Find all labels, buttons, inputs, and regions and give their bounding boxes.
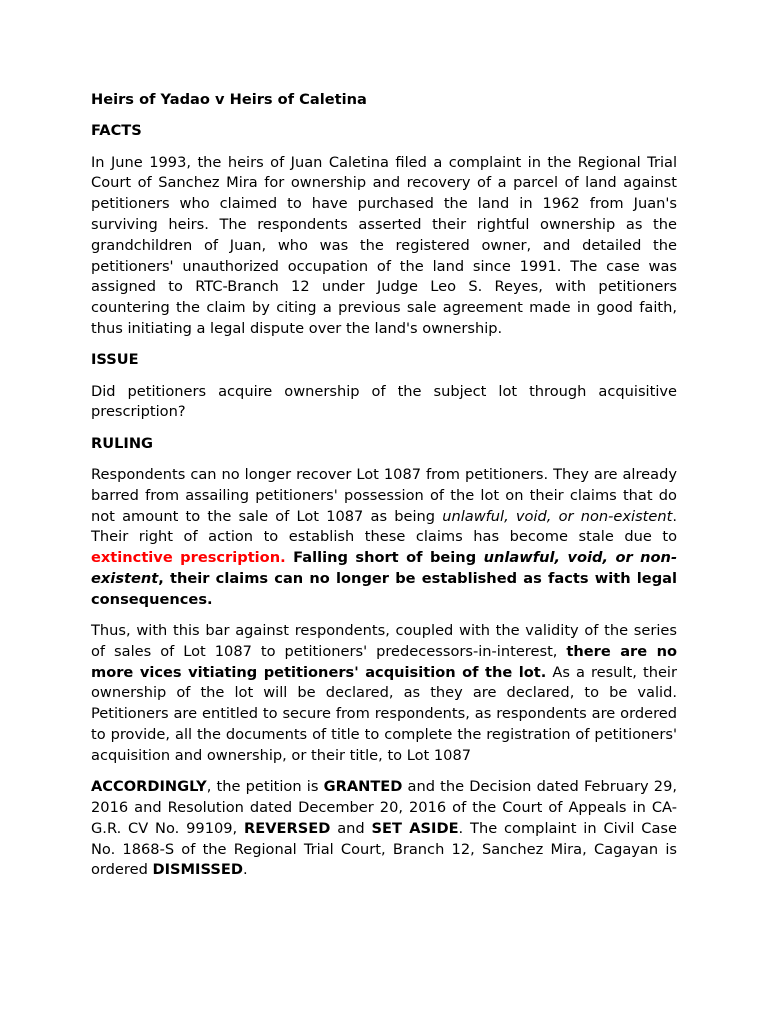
extinctive-prescription-highlight: extinctive prescription. [91,549,286,567]
facts-paragraph: In June 1993, the heirs of Juan Caletina filed a complaint in the Regional Trial Court of Sanchez Mira for ownership and recovery of a parcel of land against petitioners who claimed to have purchased the land in 1962 from Juan's surviving heirs. The respondents asserted their rightful ownership as the grandchildren of Juan, who was the registered owner, and detailed the petitioners' unauthorized occupation of the land since 1991. The case was assigned to RTC-Branch 12 under Judge Leo S. Reyes, with petitioners countering the claim by citing a previous sale agreement made in good faith, thus initiating a legal dispute over the land's ownership. [91,153,677,337]
ruling-heading: RULING [91,434,154,452]
ruling-p1-bold-italic: unlawful, void, or non-existent [91,549,678,587]
ruling-p3-text-2: and the Decision dated February 29, 2016 and Resolution dated December 20, 2016 of the Court of Appeals in CA-G.R. CV No. 99109, [91,778,677,837]
ruling-p2-text-2: As a result, their ownership of the lot will be declared, as they are declared, to be valid. Petitioners are entitled to secure from respondents, as respondents are ordered to provide, all the documents of title to complete the registration of petitioners' acquisition and ownership, or their title, to Lot 1087 [91,663,677,764]
ruling-p1-bold-1: Falling short of being [285,549,484,567]
ruling-p3-text-3: and [330,819,372,837]
issue-heading: ISSUE [91,351,139,369]
ruling-p1-bold-2: , their claims can no longer be established as facts with legal consequences. [91,569,677,608]
document-title: Heirs of Yadao v Heirs of Caletina [91,91,367,108]
dismissed-bold: DISMISSED [152,861,243,879]
ruling-paragraph-3 [91,777,677,881]
ruling-p1-text-2: . Their right of action to establish these claims has become stale due to [91,507,677,546]
accordingly-bold: ACCORDINGLY [91,778,207,796]
ruling-p3-text-1: , the petition is [206,778,324,796]
ruling-p2-bold: there are no more vices vitiating petitioners' acquisition of the lot. [91,642,677,681]
granted-bold: GRANTED [323,778,403,796]
ruling-p3-text-4: . The complaint in Civil Case No. 1868-S of the Regional Trial Court, Branch 12, Sanchez Mira, Cagayan is ordered [91,819,677,879]
ruling-p3-text-5: . [242,861,248,879]
issue-paragraph: Did petitioners acquire ownership of the subject lot through acquisitive prescription? [91,382,677,421]
document-page [91,90,677,892]
ruling-paragraph-1 [91,465,677,611]
ruling-p2-text-1: Thus, with this bar against respondents, coupled with the validity of the series of sales of Lot 1087 to petitioners' predecessors-in-interest, [91,622,677,660]
reversed-bold: REVERSED [244,819,331,837]
ruling-p1-italic: unlawful, void, or non-existent [442,507,673,525]
ruling-paragraph-2 [91,621,677,767]
set-aside-bold: SET ASIDE [371,819,459,837]
facts-heading: FACTS [91,122,142,140]
ruling-p1-text-1: Respondents can no longer recover Lot 1087 from petitioners. They are already barred from assailing petitioners' possession of the lot on their claims that do not amount to the sale of Lot 1087 as being [91,465,677,525]
